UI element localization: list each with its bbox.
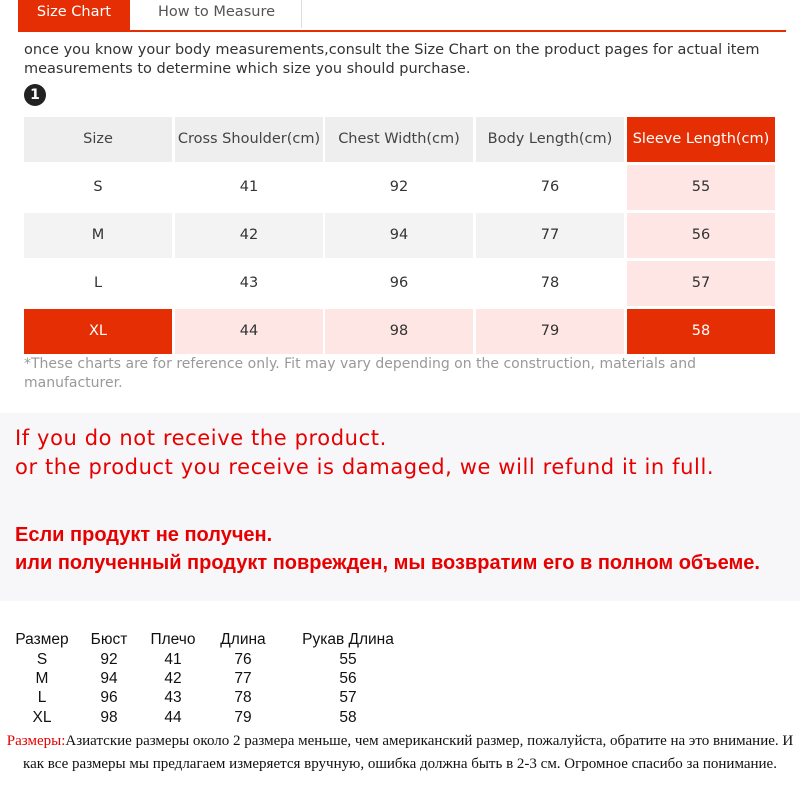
ru-cell-bust: 98 bbox=[100, 709, 118, 726]
ru-cell-sleeve: 55 bbox=[339, 651, 357, 668]
cell-body-length: 79 bbox=[476, 309, 624, 354]
ru-cell-length: 77 bbox=[234, 670, 252, 687]
size-note-russian bbox=[0, 730, 800, 776]
cell-chest-width: 98 bbox=[325, 309, 473, 354]
table-row bbox=[0, 669, 800, 688]
refund-ru-line-1: Если продукт не получен. bbox=[15, 524, 273, 546]
ru-cell-length: 76 bbox=[234, 651, 252, 668]
header-size: Size bbox=[24, 117, 172, 162]
cell-body-length: 76 bbox=[476, 165, 624, 210]
refund-en-line-1: If you do not receive the product. bbox=[15, 426, 387, 450]
refund-notice-english bbox=[15, 424, 800, 482]
cell-cross-shoulder: 43 bbox=[175, 261, 323, 306]
table-row bbox=[24, 213, 775, 258]
size-chart-header-row bbox=[24, 117, 775, 162]
refund-ru-line-2: или полученный продукт поврежден, мы возвратим его в полном объеме. bbox=[15, 552, 760, 574]
cell-sleeve-length: 58 bbox=[627, 309, 775, 354]
ru-header-sleeve: Рукав Длина bbox=[302, 631, 394, 648]
ru-cell-bust: 92 bbox=[100, 651, 118, 668]
ru-cell-size: S bbox=[36, 651, 48, 668]
size-note-text: Азиатские размеры около 2 размера меньше, чем американский размер, пожалуйста, обратите на это внимание. И как все размеры мы предлагаем измеряется вручную, ошибка должна быть в 2-3 см. Огромное спасибо за понимание. bbox=[23, 733, 794, 772]
cell-size: M bbox=[24, 213, 172, 258]
ru-cell-sleeve: 57 bbox=[339, 689, 357, 706]
table-row bbox=[0, 650, 800, 669]
ru-cell-sleeve: 58 bbox=[339, 709, 357, 726]
ru-cell-size: L bbox=[37, 689, 47, 706]
cell-cross-shoulder: 42 bbox=[175, 213, 323, 258]
ru-cell-shoulder: 41 bbox=[164, 651, 182, 668]
table-row bbox=[0, 708, 800, 727]
cell-sleeve-length: 57 bbox=[627, 261, 775, 306]
cell-body-length: 78 bbox=[476, 261, 624, 306]
ru-cell-length: 78 bbox=[234, 689, 252, 706]
cell-cross-shoulder: 41 bbox=[175, 165, 323, 210]
ru-header-row bbox=[0, 630, 800, 649]
disclaimer-note: *These charts are for reference only. Fit may vary depending on the construction, materials and manufacturer. bbox=[24, 356, 696, 391]
cell-size: S bbox=[24, 165, 172, 210]
ru-header-shoulder: Плечо bbox=[150, 631, 196, 648]
ru-cell-shoulder: 43 bbox=[164, 689, 182, 706]
ru-cell-length: 79 bbox=[234, 709, 252, 726]
tab-size-chart[interactable]: Size Chart bbox=[18, 0, 130, 30]
size-note-label: Размеры: bbox=[6, 733, 66, 749]
cell-chest-width: 92 bbox=[325, 165, 473, 210]
intro-text: once you know your body measurements,consult the Size Chart on the product pages for actual item measurements to determine which size you should purchase. bbox=[24, 42, 760, 77]
ru-cell-sleeve: 56 bbox=[339, 670, 357, 687]
header-cross-shoulder: Cross Shoulder(cm) bbox=[175, 117, 323, 162]
tab-how-to-measure[interactable]: How to Measure bbox=[132, 0, 302, 28]
tab-bar bbox=[18, 0, 786, 32]
cell-sleeve-length: 55 bbox=[627, 165, 775, 210]
ru-cell-bust: 96 bbox=[100, 689, 118, 706]
cell-sleeve-length: 56 bbox=[627, 213, 775, 258]
ru-cell-shoulder: 44 bbox=[164, 709, 182, 726]
ru-header-bust: Бюст bbox=[90, 631, 128, 648]
refund-en-line-2: or the product you receive is damaged, we will refund it in full. bbox=[15, 455, 715, 479]
ru-cell-size: XL bbox=[32, 709, 52, 726]
cell-chest-width: 94 bbox=[325, 213, 473, 258]
cell-size: XL bbox=[24, 309, 172, 354]
header-chest-width: Chest Width(cm) bbox=[325, 117, 473, 162]
cell-cross-shoulder: 44 bbox=[175, 309, 323, 354]
step-number-badge: 1 bbox=[24, 84, 46, 106]
ru-cell-bust: 94 bbox=[100, 670, 118, 687]
table-row bbox=[0, 688, 800, 707]
refund-notice-russian bbox=[15, 521, 800, 577]
ru-header-size: Размер bbox=[15, 631, 69, 648]
ru-cell-size: M bbox=[35, 670, 49, 687]
cell-chest-width: 96 bbox=[325, 261, 473, 306]
table-row bbox=[24, 261, 775, 306]
table-row bbox=[24, 165, 775, 210]
ru-cell-shoulder: 42 bbox=[164, 670, 182, 687]
header-sleeve-length: Sleeve Length(cm) bbox=[627, 117, 775, 162]
table-row bbox=[24, 309, 775, 354]
cell-body-length: 77 bbox=[476, 213, 624, 258]
header-body-length: Body Length(cm) bbox=[476, 117, 624, 162]
cell-size: L bbox=[24, 261, 172, 306]
ru-header-length: Длина bbox=[220, 631, 266, 648]
